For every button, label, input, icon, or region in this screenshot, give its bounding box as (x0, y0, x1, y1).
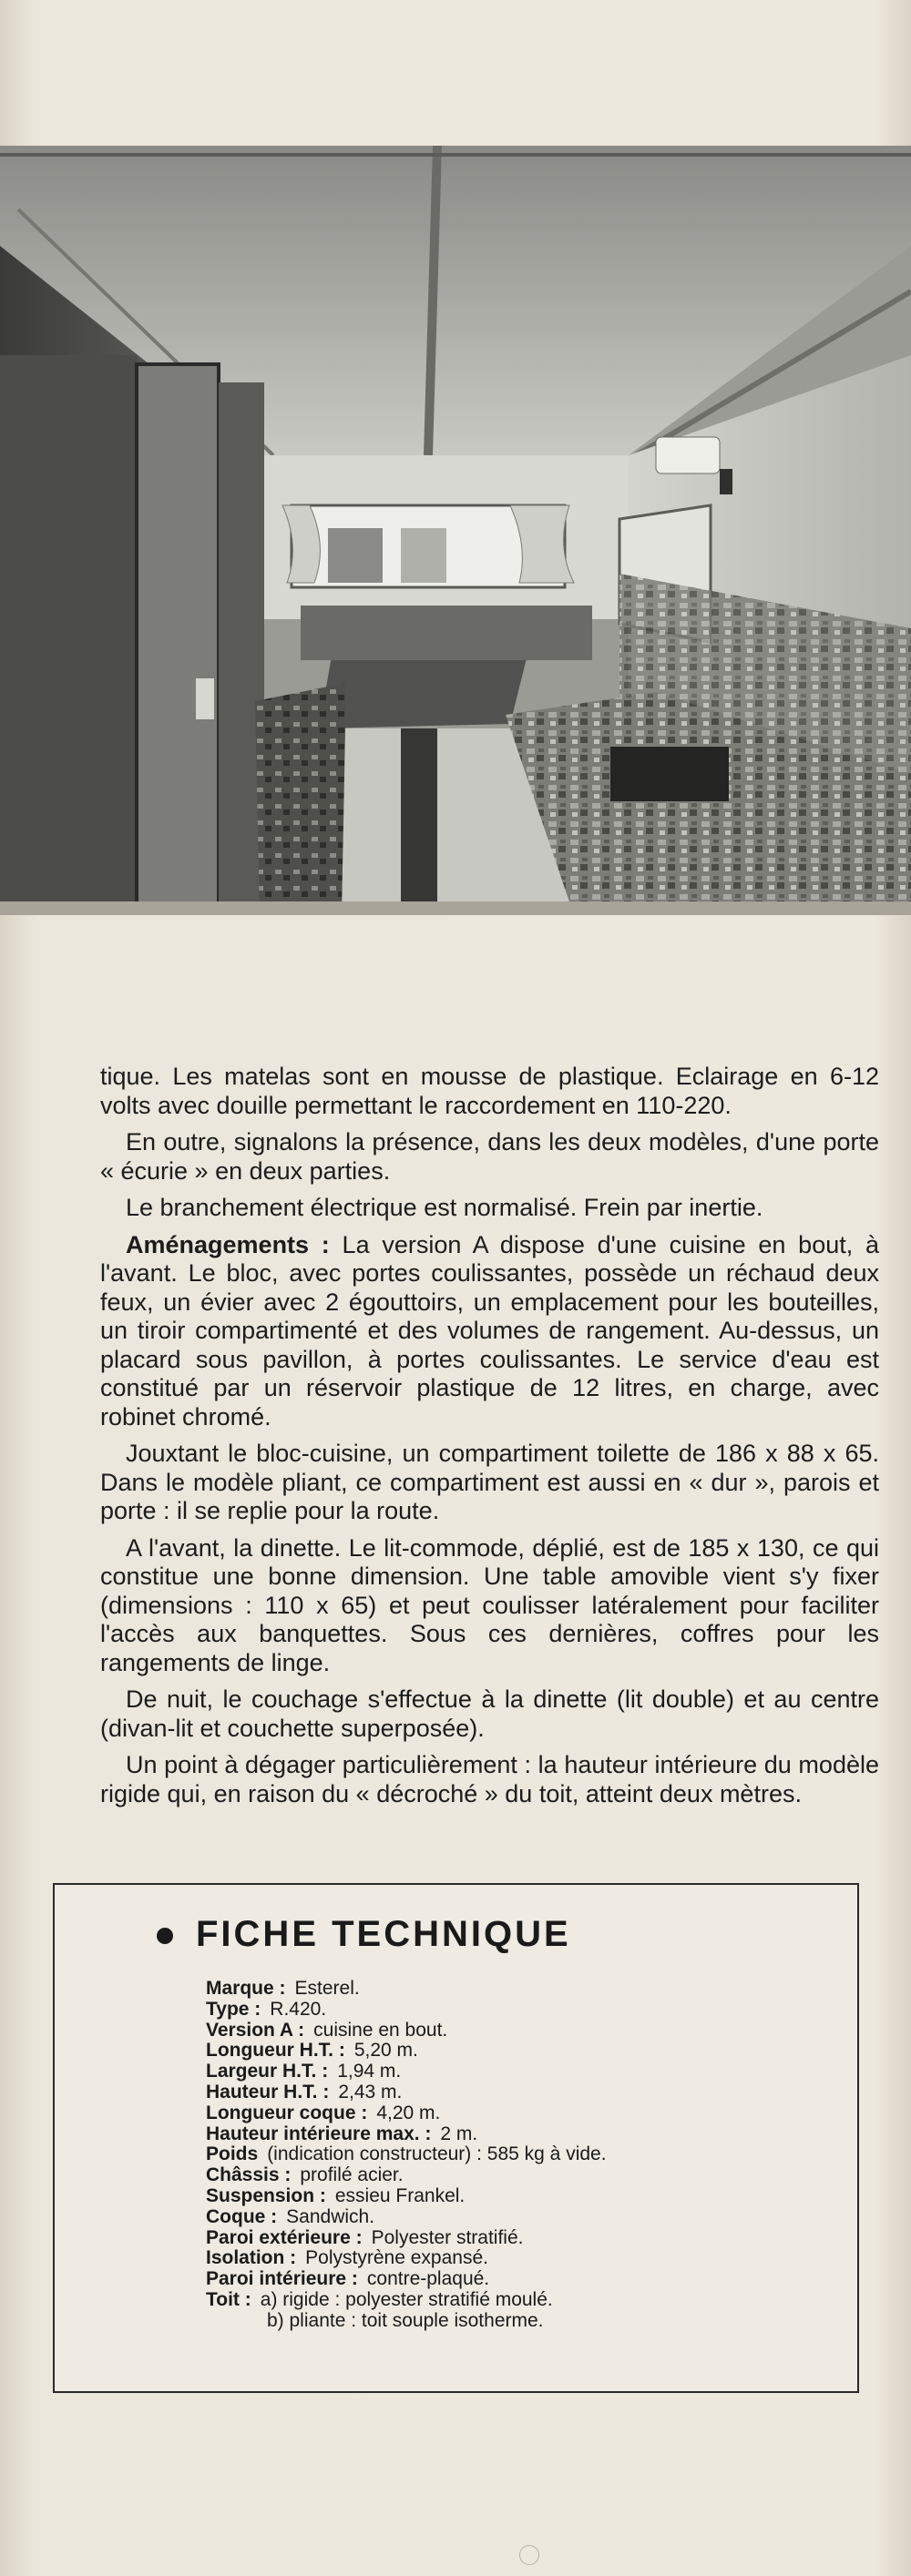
spec-label: Suspension : (206, 2184, 326, 2206)
spec-label: Marque : (206, 1978, 286, 1999)
page-stain (519, 2545, 539, 2565)
article-paragraph: Un point à dégager particulièrement : la hauteur intérieure du modèle rigide qui, en raison du « décroché » du toit, atteint deux mètres. (100, 1751, 879, 1807)
spec-label: Version A : (206, 2019, 305, 2041)
spec-label: Longueur H.T. : (206, 2040, 345, 2062)
spec-value: (indication constructeur) : 585 kg à vide. (267, 2143, 607, 2165)
spec-value: 2 m. (440, 2123, 478, 2144)
spec-row (206, 2041, 844, 2062)
spec-row (206, 2311, 844, 2332)
spec-value: 4,20 m. (376, 2102, 441, 2123)
article-paragraph: En outre, signalons la présence, dans les deux modèles, d'une porte « écurie » en deux parties. (100, 1128, 879, 1185)
spec-label: Type : (206, 1998, 261, 2020)
spec-row (206, 2062, 844, 2082)
article-paragraph-amenagements (100, 1231, 879, 1432)
spec-value: cuisine en bout. (313, 2019, 448, 2041)
spec-value: Esterel. (294, 1978, 360, 1999)
spec-row (206, 2000, 844, 2021)
spec-value: R.420. (270, 1998, 327, 2020)
spec-row (206, 2269, 844, 2290)
spec-list (206, 1979, 844, 2332)
spec-row (206, 2103, 844, 2124)
spec-label: Hauteur H.T. : (206, 2081, 330, 2103)
spec-row (206, 2021, 844, 2041)
amenagements-heading: Aménagements : (126, 1230, 330, 1258)
spec-row (206, 2082, 844, 2103)
spec-value: b) pliante : toit souple isotherme. (267, 2309, 544, 2331)
spec-label: Poids (206, 2143, 259, 2165)
spec-label: Hauteur intérieure max. : (206, 2123, 432, 2144)
spec-row (206, 2165, 844, 2186)
spec-value: Polyester stratifié. (371, 2226, 524, 2248)
article-paragraph-text: La version A dispose d'une cuisine en bout, à l'avant. Le bloc, avec portes coulissantes, possède un réchaud deux feux, un évier avec 2 égouttoirs, un emplacement pour les bouteilles, un tiroir compartimenté et des volumes de rangement. Au-dessus, un placard sous pavillon, à portes coulissantes. Le service d'eau est constitué par un réservoir plastique de 12 litres, en charge, avec robinet chromé. (100, 1230, 879, 1431)
spec-label: Toit : (206, 2288, 251, 2310)
spec-label: Châssis : (206, 2164, 292, 2186)
spec-row (206, 2248, 844, 2269)
spec-value: profilé acier. (300, 2164, 404, 2186)
spec-label: Paroi extérieure : (206, 2226, 363, 2248)
spec-value: essieu Frankel. (334, 2184, 466, 2206)
spec-row (206, 2290, 844, 2311)
fiche-title (159, 1914, 571, 1955)
fiche-title-text: FICHE TECHNIQUE (196, 1914, 571, 1954)
spec-label: Isolation : (206, 2247, 297, 2269)
spec-value: 2,43 m. (338, 2081, 403, 2103)
article-body (100, 1063, 879, 1817)
spec-row (206, 2124, 844, 2145)
article-paragraph: A l'avant, la dinette. Le lit-commode, déplié, est de 185 x 130, ce qui constitue une bonne dimension. Une table amovible vient s'y fixer (dimensions : 110 x 65) et peut coulisser latéralement pour faciliter l'accès aux banquettes. Sous ces dernières, coffres pour les rangements de linge. (100, 1533, 879, 1676)
caravan-interior-photo (0, 146, 911, 915)
spec-value: 5,20 m. (353, 2040, 418, 2062)
spec-value: Sandwich. (286, 2205, 375, 2227)
spec-value: a) rigide : polyester stratifié moulé. (260, 2288, 553, 2310)
spec-value: contre-plaqué. (366, 2268, 490, 2290)
spec-row (206, 2228, 844, 2249)
spec-row (206, 2144, 844, 2165)
spec-label: Coque : (206, 2205, 278, 2227)
article-paragraph: De nuit, le couchage s'effectue à la dinette (lit double) et au centre (divan-lit et couchette superposée). (100, 1685, 879, 1742)
fiche-technique-box (53, 1883, 859, 2393)
article-paragraph: Le branchement électrique est normalisé. Frein par inertie. (126, 1194, 763, 1221)
spec-label: Largeur H.T. : (206, 2061, 329, 2082)
article-paragraph: tique. Les matelas sont en mousse de plastique. Eclairage en 6-12 volts avec douille permettant le raccordement en 110-220. (100, 1063, 879, 1119)
spec-row (206, 1979, 844, 2000)
spec-row (206, 2207, 844, 2228)
spec-label: Paroi intérieure : (206, 2268, 358, 2290)
spec-value: 1,94 m. (337, 2061, 402, 2082)
article-paragraph: Jouxtant le bloc-cuisine, un compartiment toilette de 186 x 88 x 65. Dans le modèle pliant, ce compartiment est aussi en « dur », parois et porte : il se replie pour la route. (100, 1440, 879, 1524)
spec-label: Longueur coque : (206, 2102, 368, 2123)
spec-value: Polystyrène expansé. (305, 2247, 488, 2269)
spec-row (206, 2186, 844, 2207)
